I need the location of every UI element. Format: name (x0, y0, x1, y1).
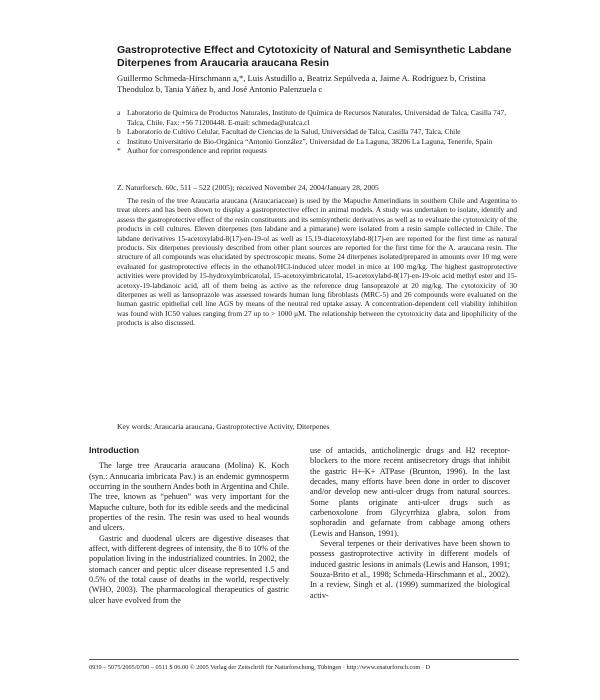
paragraph: Several terpenes or their derivatives have been shown to possess gastroprotective activity in different models of induced gastric lesions in animals (Lewis and Hanson, 1991; Souza-Brito et al., 1998; Schmeda-Hirschmann et al., 2002). In a review, Singh et al. (1999) summarized the biological activ- (310, 539, 510, 600)
affiliation-item (117, 137, 517, 147)
affiliation-text: Laboratorio de Química de Productos Naturales, Instituto de Química de Recursos Naturales, Universidad de Talca, Casilla 747, Talca, Chile. Fax: +56 71200448. E-mail: schmeda@utalca.cl (127, 108, 507, 127)
article-title (117, 44, 517, 70)
affiliation-list (117, 108, 517, 156)
abstract (117, 196, 517, 328)
affiliation-item (117, 127, 517, 137)
page-footer (89, 664, 519, 672)
affiliation-mark: a (117, 108, 121, 117)
footer-divider (89, 659, 519, 660)
paragraph: The large tree Araucaria araucana (Molina) K. Koch (syn.: Annucaria imbricata Pav.) is an endemic gymnosperm occurring in the southern Andes both in Argentina and Chile. The tree, known as “pehuen” was very important for the Mapuche culture, both for its edible seeds and the medicinal properties of the resin. The resin was used to heal wounds and ulcers. (89, 461, 289, 533)
title-text: Gastroprotective Effect and Cytotoxicity of Natural and Semisynthetic Labdane Diterpenes from Araucaria araucana Resin (117, 44, 512, 69)
citation-text: Z. Naturforsch. 60c, 511 – 522 (2005); received November 24, 2004/January 28, 2005 (117, 183, 379, 192)
affiliation-text: Author for correspondence and reprint requests (127, 146, 267, 156)
authors-text: Guillermo Schmeda-Hirschmann a,*, Luis Astudillo a, Beatriz Sepúlveda a, Jaime A. Rodríguez b, Cristina Theoduloz b, Tania Yáñez b, and José Antonio Palenzuela c (117, 73, 486, 94)
correspondence-note (117, 146, 517, 156)
keywords (117, 422, 517, 432)
keywords-text: Key words: Araucaria araucana, Gastroprotective Activity, Diterpenes (117, 422, 330, 431)
paragraph: use of antacids, anticholinergic drugs and H2 receptor-blockers to the more recent antisecretory drugs that inhibit the gastric H+-K+ ATPase (Brunton, 1996). In the last decades, many efforts have been done in order to discover and/or develop new anti-ulcer drugs from natural sources. Some plants originate anti-ulcer drugs such as carbenoxolone from Glycyrrhiza glabra, solon from sophoradin and gefarnate from cabbage among others (Lewis and Hanson, 1991). (310, 446, 510, 538)
abstract-text: The resin of the tree Araucaria araucana (Araucariaceae) is used by the Mapuche Amerindians in southern Chile and Argentina to treat ulcers and has been shown to display a gastroprotective effect in animal models. A study was undertaken to isolate, identify and assess the gastroprotective effect of the resin constituents and its semisynthetic derivatives as well as to evaluate the cytotoxicity of the products in cell cultures. Eleven diterpenes (ten labdane and a pimarane) were isolated from a resin sample collected in Chile. The labdane derivatives 15-acetoxylabd-8(17)-en-19-ol as well as 15,19-diacetoxylabd-8(17)-en are reported for the first time as natural products. Six diterpenes previously described from other plant sources are reported for the first time for the A. araucana resin. The structure of all compounds was elucidated by spectroscopic means. Some 24 diterpenes isolated/prepared in amounts over 10 mg were evaluated for gastroprotective effects in the ethanol/HCl-induced ulcer model in mice at 100 mg/kg. The highest gastroprotective activities were provided by 15-hydroxyimbricatolal, 15-acetoxyimbricatolal, 15-acetoxylabd-8(17)-en-19-oic acid methyl ester and 15-acetoxy-19-labdanoic acid, all of them being as active as the reference drug lansoprazole at 20 mg/kg. The cytotoxicity of 30 diterpenes as well as lansoprazole was assessed towards human lung fibroblasts (MRC-5) and 26 compounds were evaluated on the human gastric epithelial cell line AGS by means of the neutral red uptake assay. A concentration-dependent cell viability inhibition was found with IC50 values ranging from 27 up to > 1000 μM. The relationship between the cytotoxicity data and lipophilicity of the products is also discussed. (117, 196, 517, 328)
affiliation-text: Laboratorio de Cultivo Celular, Facultad de Ciencias de la Salud, Universidad de Talca, Casilla 747, Talca, Chile (127, 127, 461, 137)
paragraph: Gastric and duodenal ulcers are digestive diseases that affect, with different degrees of intensity, the 8 to 10% of the population living in the industrialized countries. In 2002, the stomach cancer and peptic ulcer disease represented 1.5 and 0.5% of the total cause of deaths in the world, respectively (WHO, 2003). The pharmacological therapeutics of gastric ulcer have evolved from the (89, 533, 289, 605)
section-heading: Introduction (89, 445, 140, 455)
right-column (310, 446, 510, 601)
author-list (117, 73, 517, 95)
affiliation-text: Instituto Universitario de Bio-Orgánica “Antonio González”, Universidad de La Laguna, 38206 La Laguna, Tenerife, Spain (127, 136, 493, 146)
journal-citation (117, 183, 517, 193)
affiliation-mark: c (117, 136, 121, 146)
affiliation-item (117, 108, 517, 127)
affiliation-mark: * (117, 146, 121, 156)
footer-text: 0939 – 5075/2005/0700 – 0511 $ 06.00 © 2005 Verlag der Zeitschrift für Naturforschung, Tübingen · http://www.znaturforsch.com · D (89, 664, 431, 671)
affiliation-mark: b (117, 127, 121, 137)
left-column (89, 445, 289, 606)
